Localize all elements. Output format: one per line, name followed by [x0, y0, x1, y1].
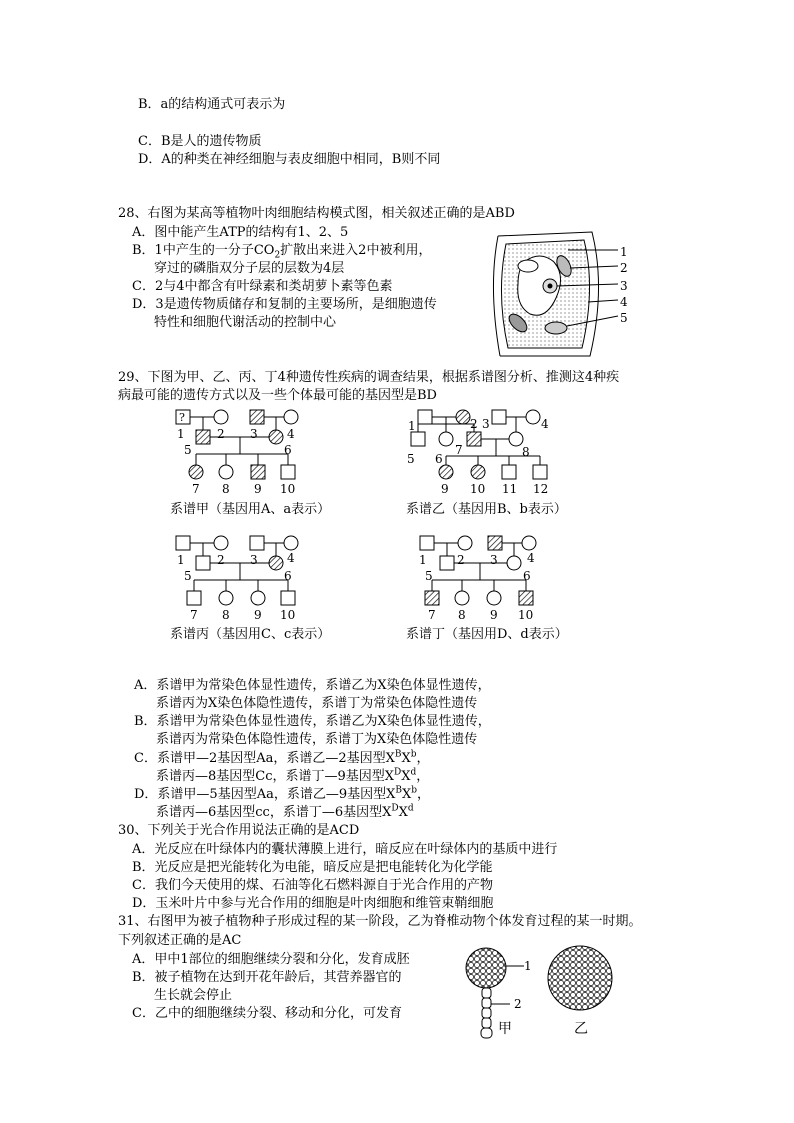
yi-num-5: 5	[407, 452, 415, 466]
option-b-top: B．a的结构通式可表示为	[138, 97, 286, 112]
cell-label-5: 5	[620, 311, 628, 325]
yi-num-6: 6	[435, 452, 443, 466]
ding-num-4: 4	[527, 551, 535, 565]
q31-option-a: A．甲中1部位的细胞继续分裂和分化，发育成胚	[132, 952, 410, 967]
option-d-top: D．A的种类在神经细胞与表皮细胞中相同，B则不同	[138, 152, 441, 167]
q29-option-c-line2: 系谱丙—8基因型Cc，系谱丁—9基因型$X^DX^d$，	[156, 767, 430, 784]
pedigree-ding	[412, 534, 612, 624]
embryo-label-2: 2	[514, 997, 522, 1011]
q29-option-b-line2: 系谱丙为常染色体隐性遗传，系谱丁为X染色体隐性遗传	[156, 732, 478, 747]
ding-num-6: 6	[523, 569, 531, 583]
yi-num-7: 7	[455, 443, 463, 457]
ding-num-2: 2	[457, 553, 465, 567]
caption-jia: 系谱甲（基因用A、a表示）	[170, 502, 331, 517]
cell-label-2: 2	[620, 261, 628, 275]
yi-num-4: 4	[541, 417, 549, 431]
blastula-diagram-yi	[546, 944, 616, 1014]
q31-option-b-line1: B．被子植物在达到开花年龄后，其营养器官的	[132, 970, 402, 985]
bing-num-7: 7	[190, 608, 198, 622]
pedigree-bing	[168, 534, 368, 624]
jia-num-1: 1	[177, 427, 185, 441]
cell-label-1: 1	[620, 245, 628, 259]
cell-label-4: 4	[620, 295, 628, 309]
bing-num-4: 4	[287, 551, 295, 565]
q30-option-d: D．玉米叶片中参与光合作用的细胞是叶肉细胞和维管束鞘细胞	[132, 896, 494, 911]
q29-option-a-line1: A．系谱甲为常染色体显性遗传，系谱乙为X染色体显性遗传，	[134, 678, 491, 693]
bing-num-5: 5	[184, 569, 192, 583]
q29-stem-line1: 29、下图为甲、乙、丙、丁4种遗传性疾病的调查结果，根据系谱图分析、推测这4种疾	[118, 370, 620, 385]
diagram-label-yi: 乙	[574, 1021, 588, 1037]
cell-label-3: 3	[620, 279, 628, 293]
bing-num-8: 8	[222, 608, 230, 622]
yi-num-8: 8	[522, 445, 530, 459]
q30-option-b: B．光反应是把光能转化为电能，暗反应是把电能转化为化学能	[132, 860, 493, 875]
q29-option-a-line2: 系谱丙为X染色体隐性遗传，系谱丁为常染色体隐性遗传	[156, 696, 478, 711]
ding-num-9: 9	[490, 608, 498, 622]
q28-option-c: C．2与4中都含有叶绿素和类胡萝卜素等色素	[132, 279, 393, 294]
bing-num-10: 10	[280, 608, 296, 622]
q28-option-d-line2: 特性和细胞代谢活动的控制中心	[154, 315, 337, 330]
q30-option-a: A．光反应在叶绿体内的囊状薄膜上进行，暗反应在叶绿体内的基质中进行	[132, 842, 558, 857]
q31-stem-line1: 31、右图甲为被子植物种子形成过程的某一阶段，乙为脊椎动物个体发育过程的某一时期。	[118, 914, 642, 929]
q30-option-c: C．我们今天使用的煤、石油等化石燃料源自于光合作用的产物	[132, 878, 493, 893]
yi-num-3: 3	[482, 417, 490, 431]
caption-bing: 系谱丙（基因用C、c表示）	[170, 627, 331, 642]
jia-question-mark: ?	[179, 411, 185, 424]
jia-num-5: 5	[184, 443, 192, 457]
plant-cell-diagram	[480, 228, 630, 363]
q29-option-d-line2: 系谱丙—6基因型cc，系谱丁—6基因型$X^DX^d$	[156, 803, 414, 820]
bing-num-3: 3	[250, 553, 258, 567]
ding-num-8: 8	[458, 608, 466, 622]
q31-option-c: C．乙中的细胞继续分裂、移动和分化，可发育	[132, 1006, 402, 1021]
q29-option-b-line1: B．系谱甲为常染色体显性遗传，系谱乙为X染色体显性遗传，	[134, 714, 491, 729]
caption-yi: 系谱乙（基因用B、b表示）	[406, 502, 567, 517]
yi-num-1: 1	[408, 419, 416, 433]
option-c-top: C．B是人的遗传物质	[138, 134, 262, 149]
diagram-label-jia: 甲	[498, 1021, 512, 1037]
jia-num-2: 2	[217, 427, 225, 441]
yi-num-12: 12	[533, 482, 549, 496]
bing-num-2: 2	[217, 553, 225, 567]
ding-num-3: 3	[490, 553, 498, 567]
bing-num-6: 6	[284, 569, 292, 583]
q28-stem: 28、右图为某高等植物叶肉细胞结构模式图，相关叙述正确的是ABD	[118, 206, 515, 221]
yi-num-11: 11	[502, 482, 518, 496]
yi-num-10: 10	[470, 482, 486, 496]
jia-num-9: 9	[254, 482, 262, 496]
jia-num-4: 4	[287, 427, 295, 441]
jia-num-6: 6	[284, 443, 292, 457]
jia-num-10: 10	[280, 482, 296, 496]
yi-num-9: 9	[441, 482, 449, 496]
embryo-label-1: 1	[524, 959, 532, 973]
jia-num-3: 3	[250, 427, 258, 441]
ding-num-10: 10	[518, 608, 534, 622]
q29-option-d-line1: D．系谱甲—5基因型Aa，系谱乙—9基因型$X^BX^b$，	[134, 785, 431, 802]
q31-stem-line2: 下列叙述正确的是AC	[118, 933, 242, 948]
ding-num-7: 7	[428, 608, 436, 622]
bing-num-9: 9	[254, 608, 262, 622]
q28-option-b-line2: 穿过的磷脂双分子层的层数为4层	[154, 261, 345, 276]
q28-option-a: A．图中能产生ATP的结构有1、2、5	[132, 225, 349, 240]
q29-option-c-line1: C．系谱甲—2基因型Aa，系谱乙—2基因型$X^BX^b$，	[134, 749, 430, 766]
yi-num-2: 2	[470, 417, 478, 431]
q31-option-b-line2: 生长就会停止	[154, 988, 233, 1003]
q29-stem-line2: 病最可能的遗传方式以及一些个体最可能的基因型是BD	[118, 388, 437, 403]
jia-num-8: 8	[222, 482, 230, 496]
q30-stem: 30、下列关于光合作用说法正确的是ACD	[118, 823, 360, 838]
ding-num-1: 1	[419, 553, 427, 567]
q28-option-b-line1: B．1中产生的一分子$CO_2$扩散出来进入2中被利用，	[132, 243, 432, 261]
jia-num-7: 7	[192, 482, 200, 496]
q28-option-d-line1: D．3是遗传物质储存和复制的主要场所，是细胞遗传	[132, 297, 437, 312]
caption-ding: 系谱丁（基因用D、d表示）	[406, 627, 568, 642]
bing-num-1: 1	[177, 553, 185, 567]
ding-num-5: 5	[425, 569, 433, 583]
